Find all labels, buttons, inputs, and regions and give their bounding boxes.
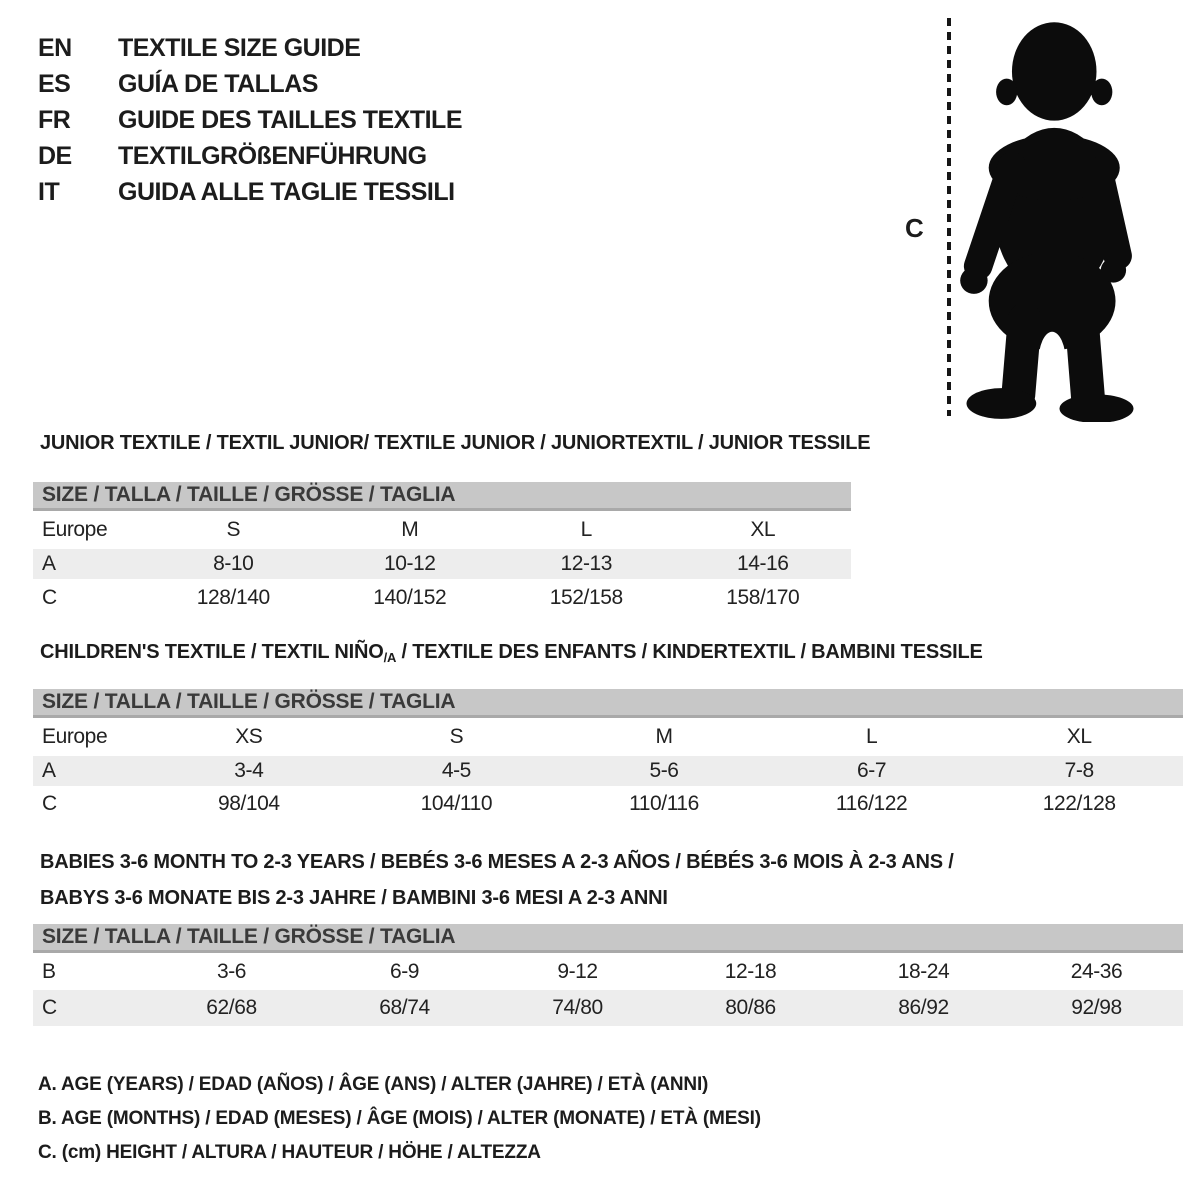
table-row-europe: [33, 511, 851, 549]
height-measure-label: C: [905, 213, 924, 243]
row-label: B: [42, 959, 56, 983]
language-code: ES: [38, 70, 71, 98]
section-title-children-suffix: / TEXTILE DES ENFANTS / KINDERTEXTIL / BAMBINI TESSILE: [396, 641, 983, 663]
language-header: [38, 30, 462, 210]
row-label: Europe: [42, 725, 108, 748]
height-cell: 128/140: [196, 585, 270, 609]
height-cell: 68/74: [379, 996, 430, 1019]
table-row-months: [33, 953, 1183, 990]
row-label: C: [42, 585, 57, 609]
size-cell: XS: [235, 725, 263, 748]
size-cell: M: [401, 518, 419, 541]
babies-size-table: [33, 924, 1183, 1026]
months-cell: 9-12: [557, 959, 598, 983]
age-cell: 10-12: [383, 552, 436, 575]
toddler-silhouette: [957, 12, 1143, 422]
table-header-label: SIZE / TALLA / TAILLE / GRÖSSE / TAGLIA: [42, 925, 456, 948]
height-cell: 116/122: [835, 792, 908, 815]
height-cell: 152/158: [549, 585, 623, 609]
table-header-bar: [33, 924, 1183, 953]
junior-size-table: [33, 482, 851, 616]
months-cell: 6-9: [389, 959, 420, 983]
table-row-age: [33, 756, 1183, 786]
section-title-children-prefix: CHILDREN'S TEXTILE / TEXTIL NIÑO: [40, 641, 384, 663]
height-cell: 92/98: [1071, 996, 1122, 1019]
language-row-en: [38, 30, 462, 66]
table-row-height: [33, 990, 1183, 1026]
months-cell: 3-6: [216, 959, 247, 983]
months-cell: 24-36: [1070, 959, 1123, 983]
months-cell: 12-18: [724, 959, 777, 983]
language-code: FR: [38, 106, 71, 134]
height-cell: 110/116: [629, 792, 699, 815]
size-cell: S: [226, 518, 241, 541]
table-header-bar: [33, 482, 851, 511]
language-code: EN: [38, 34, 72, 62]
table-header-label: SIZE / TALLA / TAILLE / GRÖSSE / TAGLIA: [42, 690, 456, 713]
size-cell: M: [655, 725, 673, 748]
size-cell: XL: [1066, 725, 1092, 748]
table-row-age: [33, 549, 851, 579]
language-row-de: [38, 138, 462, 174]
height-cell: 158/170: [726, 585, 800, 609]
section-title-children: [40, 641, 983, 665]
size-cell: L: [865, 725, 878, 748]
section-title-babies-line1: BABIES 3-6 MONTH TO 2-3 YEARS / BEBÉS 3-6 MESES A 2-3 AÑOS / BÉBÉS 3-6 MOIS À 2-3 ANS /: [40, 851, 954, 873]
months-cell: 18-24: [897, 959, 950, 983]
row-label: C: [42, 996, 57, 1019]
height-cell: 80/86: [725, 996, 776, 1019]
height-cell: 122/128: [1042, 792, 1116, 815]
height-cell: 62/68: [206, 996, 257, 1019]
section-title-junior: JUNIOR TEXTILE / TEXTIL JUNIOR/ TEXTILE JUNIOR / JUNIORTEXTIL / JUNIOR TESSILE: [40, 432, 871, 454]
height-cell: 140/152: [373, 585, 447, 609]
age-cell: 8-10: [213, 552, 254, 575]
language-code: DE: [38, 142, 72, 170]
row-label: A: [42, 759, 56, 782]
table-row-height: [33, 579, 851, 616]
size-cell: XL: [750, 518, 776, 541]
height-cell: 104/110: [420, 792, 493, 815]
section-title-babies: [40, 844, 954, 916]
language-title: GUIDE DES TAILLES TEXTILE: [118, 106, 463, 134]
age-cell: 4-5: [441, 759, 471, 782]
legend-line-c: C. (cm) HEIGHT / ALTURA / HAUTEUR / HÖHE / ALTEZZA: [38, 1142, 541, 1163]
row-label: C: [42, 792, 57, 815]
language-title: GUÍA DE TALLAS: [118, 70, 318, 98]
age-cell: 12-13: [560, 552, 613, 575]
legend: [38, 1068, 761, 1170]
size-cell: L: [580, 518, 592, 541]
language-title: TEXTILGRÖßENFÜHRUNG: [118, 142, 427, 170]
age-cell: 7-8: [1064, 759, 1094, 782]
language-title: TEXTILE SIZE GUIDE: [118, 34, 361, 62]
age-cell: 5-6: [649, 759, 679, 782]
height-measure-dashed-line: [947, 18, 951, 416]
age-cell: 3-4: [234, 759, 264, 782]
language-row-es: [38, 66, 462, 102]
table-header-bar: [33, 689, 1183, 718]
language-title: GUIDA ALLE TAGLIE TESSILI: [118, 178, 455, 206]
table-row-height: [33, 786, 1183, 822]
age-cell: 14-16: [736, 552, 789, 575]
children-size-table: [33, 689, 1183, 822]
language-code: IT: [38, 178, 60, 206]
section-title-babies-line2: BABYS 3-6 MONATE BIS 2-3 JAHRE / BAMBINI 3-6 MESI A 2-3 ANNI: [40, 887, 668, 909]
section-title-children-subscript: /A: [383, 650, 397, 665]
table-header-label: SIZE / TALLA / TAILLE / GRÖSSE / TAGLIA: [42, 483, 456, 506]
legend-line-a: A. AGE (YEARS) / EDAD (AÑOS) / ÂGE (ANS) / ALTER (JAHRE) / ETÀ (ANNI): [38, 1074, 709, 1095]
height-cell: 86/92: [898, 996, 949, 1019]
height-cell: 74/80: [552, 996, 603, 1019]
language-row-it: [38, 174, 462, 210]
row-label: A: [42, 552, 56, 575]
height-cell: 98/104: [217, 792, 280, 815]
age-cell: 6-7: [857, 759, 887, 782]
size-cell: S: [449, 725, 464, 748]
language-row-fr: [38, 102, 462, 138]
table-row-europe: [33, 718, 1183, 756]
row-label: Europe: [42, 518, 108, 541]
legend-line-b: B. AGE (MONTHS) / EDAD (MESES) / ÂGE (MOIS) / ALTER (MONATE) / ETÀ (MESI): [38, 1108, 761, 1129]
